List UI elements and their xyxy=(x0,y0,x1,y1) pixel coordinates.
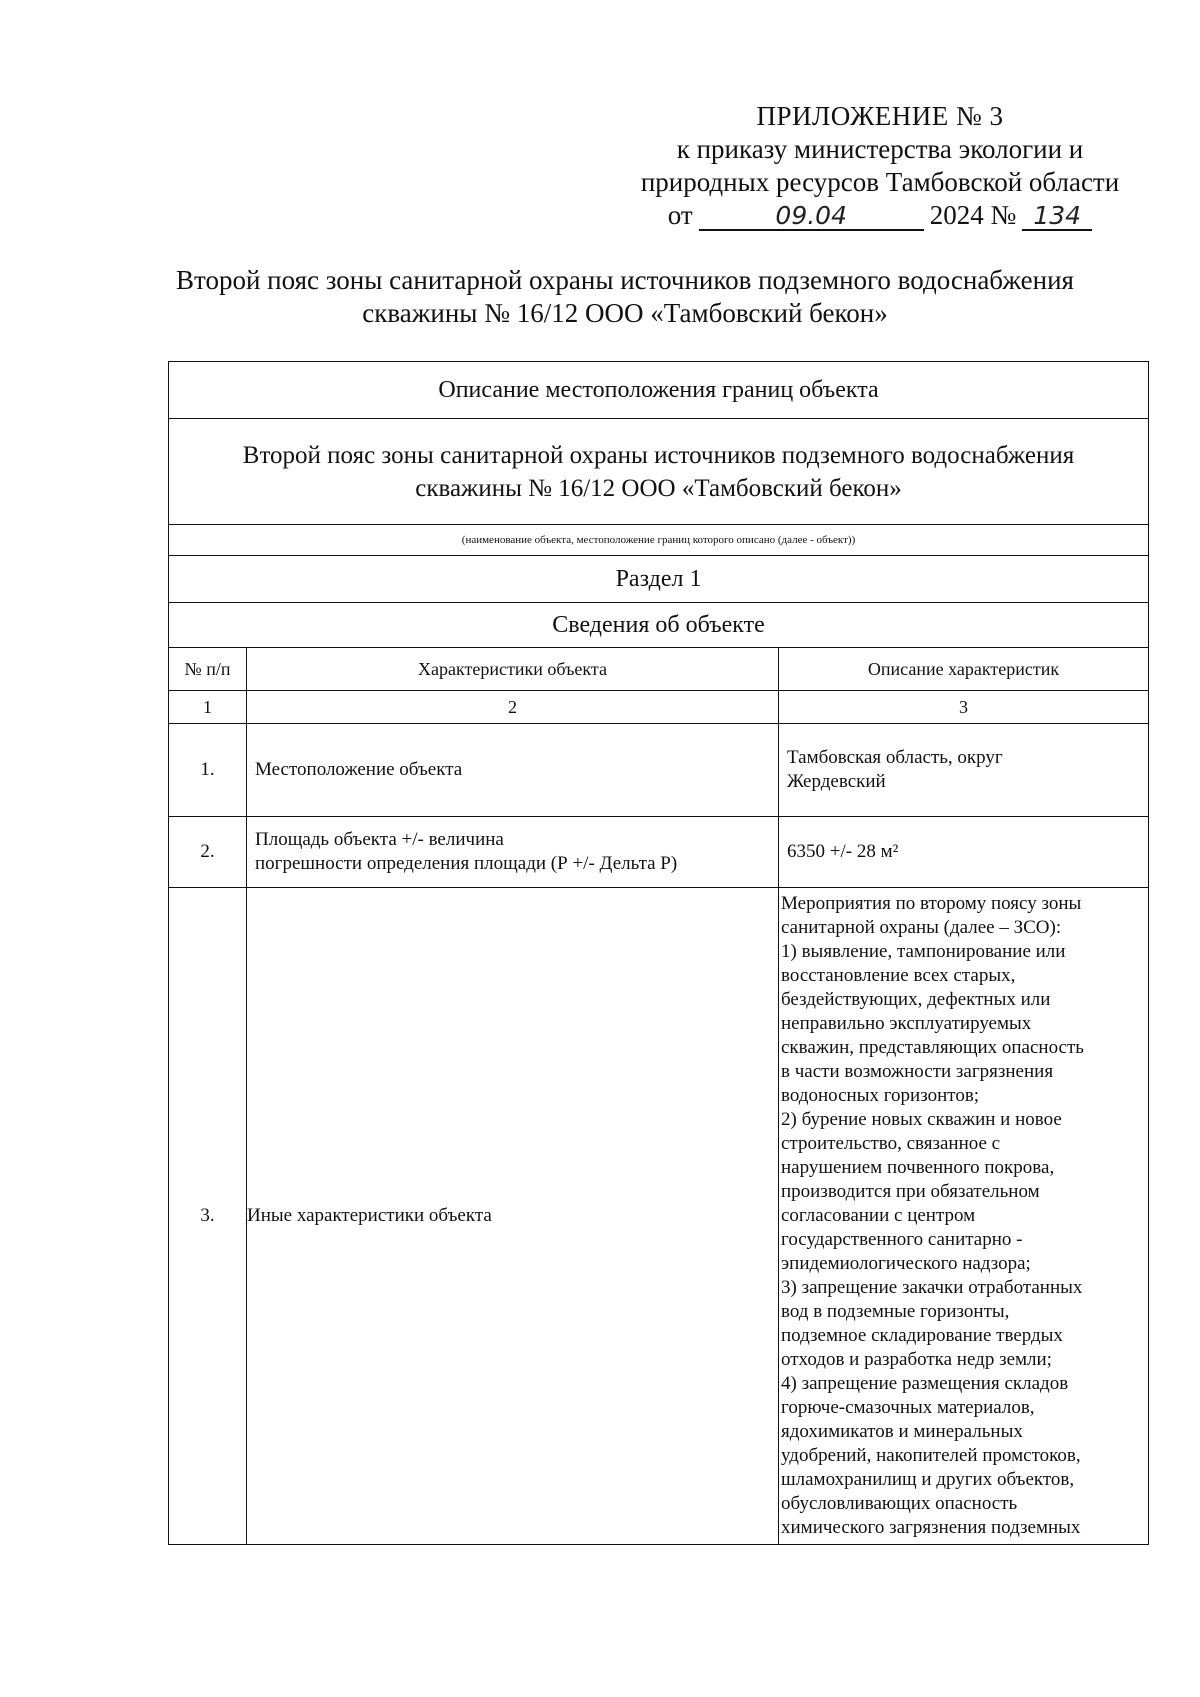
handwritten-number: 134 xyxy=(1033,201,1082,230)
object-name-note: (наименование объекта, местоположение границ которого описано (далее - объект)) xyxy=(169,525,1149,556)
object-info-table xyxy=(168,361,1149,1545)
appendix-line-2: природных ресурсов Тамбовской области xyxy=(640,167,1120,197)
order-number-field xyxy=(1022,199,1092,231)
description-line: шламохранилищ и других объектов, xyxy=(781,1469,1075,1490)
from-label: от xyxy=(667,200,693,230)
appendix-line-1: к приказу министерства экологии и xyxy=(676,134,1084,164)
description-line: нарушением почвенного покрова, xyxy=(781,1157,1055,1178)
date-field xyxy=(699,199,924,231)
table-row xyxy=(169,817,1149,888)
description-line: эпидемиологического надзора; xyxy=(781,1253,1031,1274)
description-line: санитарной охраны (далее – ЗСО): xyxy=(781,917,1062,938)
handwritten-date: 09.04 xyxy=(775,201,847,230)
description-line: скважин, представляющих опасность xyxy=(781,1037,1084,1058)
section-label: Раздел 1 xyxy=(169,556,1149,603)
column-number-3: 3 xyxy=(779,691,1149,724)
row-description xyxy=(779,724,1149,817)
appendix-header xyxy=(600,100,1160,232)
row-description: 6350 +/- 28 м² xyxy=(779,817,1149,888)
description-line: согласовании с центром xyxy=(781,1205,976,1226)
description-line: горюче-смазочных материалов, xyxy=(781,1397,1035,1418)
description-line: подземное складирование твердых xyxy=(781,1325,1063,1346)
description-line: государственного санитарно - xyxy=(781,1229,1023,1250)
description-line: ядохимикатов и минеральных xyxy=(781,1421,1023,1442)
description-line: бездействующих, дефектных или xyxy=(781,989,1051,1010)
boundary-description-header: Описание местоположения границ объекта xyxy=(169,362,1149,419)
column-header-number: № п/п xyxy=(169,648,247,691)
object-name-line-2: скважины № 16/12 ООО «Тамбовский бекон» xyxy=(415,474,902,502)
description-line: неправильно эксплуатируемых xyxy=(781,1013,1032,1034)
description-line: 4) запрещение размещения складов xyxy=(781,1373,1069,1394)
order-date-line xyxy=(600,199,1160,232)
description-line: 1) выявление, тампонирование или xyxy=(781,941,1066,962)
characteristic-line: погрешности определения площади (Р +/- Дельта Р) xyxy=(255,853,678,874)
description-line: строительство, связанное с xyxy=(781,1133,1001,1154)
row-number: 2. xyxy=(169,817,247,888)
description-line: Тамбовская область, округ xyxy=(787,747,1003,768)
column-header-description: Описание характеристик xyxy=(779,648,1149,691)
row-characteristic xyxy=(247,817,779,888)
description-list xyxy=(781,892,1148,1540)
description-line: 3) запрещение закачки отработанных xyxy=(781,1277,1083,1298)
document-title xyxy=(120,264,1130,330)
row-number: 3. xyxy=(169,888,247,1545)
row-characteristic: Местоположение объекта xyxy=(247,724,779,817)
description-line: отходов и разработка недр земли; xyxy=(781,1349,1052,1370)
table-row xyxy=(169,888,1149,1545)
description-line: 2) бурение новых скважин и новое xyxy=(781,1109,1062,1130)
row-number: 1. xyxy=(169,724,247,817)
description-line: удобрений, накопителей промстоков, xyxy=(781,1445,1081,1466)
description-line: химического загрязнения подземных xyxy=(781,1517,1081,1538)
row-characteristic: Иные характеристики объекта xyxy=(247,888,779,1545)
document-title-line-1: Второй пояс зоны санитарной охраны источников подземного водоснабжения xyxy=(176,265,1074,295)
column-number-1: 1 xyxy=(169,691,247,724)
object-name-cell xyxy=(169,419,1149,525)
object-name-line-1: Второй пояс зоны санитарной охраны источников подземного водоснабжения xyxy=(242,441,1075,469)
description-line: обусловливающих опасность xyxy=(781,1493,1018,1514)
description-line: вод в подземные горизонты, xyxy=(781,1301,1010,1322)
description-line: восстановление всех старых, xyxy=(781,965,1016,986)
appendix-title: ПРИЛОЖЕНИЕ № 3 xyxy=(756,101,1004,131)
description-line: Жердевский xyxy=(787,771,886,792)
table-row xyxy=(169,724,1149,817)
description-line: Мероприятия по второму поясу зоны xyxy=(781,893,1082,914)
section-title: Сведения об объекте xyxy=(169,603,1149,648)
description-line: водоносных горизонтов; xyxy=(781,1085,980,1106)
row-description xyxy=(779,888,1149,1545)
description-line: производится при обязательном xyxy=(781,1181,1040,1202)
characteristic-line: Площадь объекта +/- величина xyxy=(255,829,504,850)
description-line: в части возможности загрязнения xyxy=(781,1061,1054,1082)
year-label: 2024 № xyxy=(929,200,1017,230)
document-title-line-2: скважины № 16/12 ООО «Тамбовский бекон» xyxy=(362,298,888,328)
column-number-2: 2 xyxy=(247,691,779,724)
column-header-characteristic: Характеристики объекта xyxy=(247,648,779,691)
